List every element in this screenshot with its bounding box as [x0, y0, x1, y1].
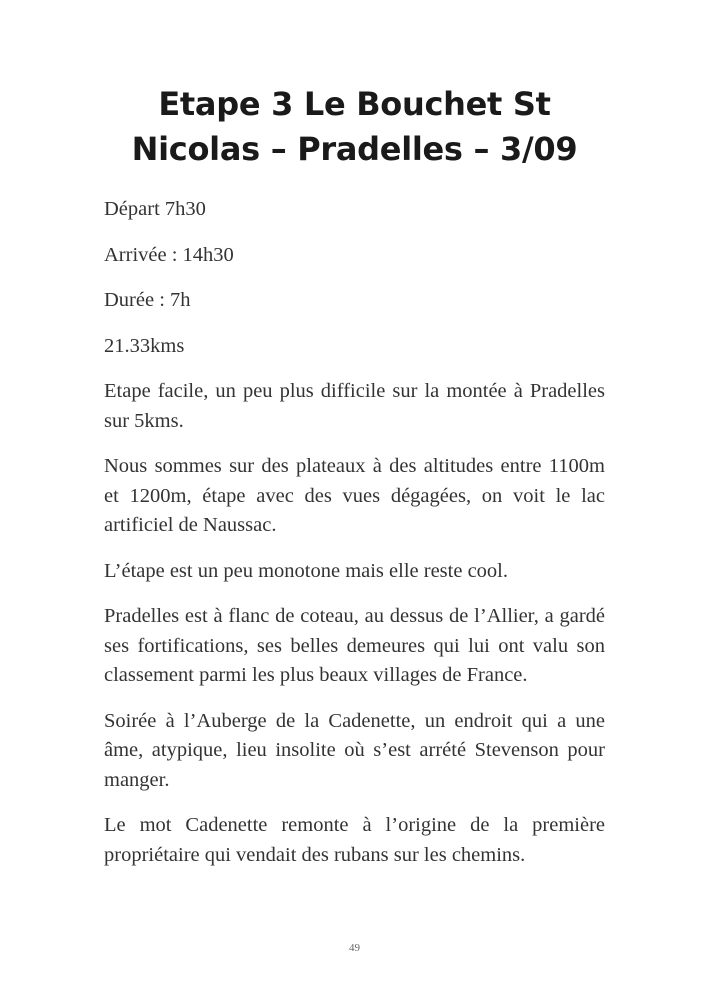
paragraph-cadenette: Le mot Cadenette remonte à l’origine de la première propriétaire qui vendait des rubans sur les chemins.	[104, 814, 605, 866]
page-title: Etape 3 Le Bouchet St Nicolas – Pradelles – 3/09	[131, 85, 578, 168]
distance: 21.33kms	[104, 334, 185, 357]
paragraph-auberge: Soirée à l’Auberge de la Cadenette, un endroit qui a une âme, atypique, lieu insolite où s’est arrété Stevenson pour manger.	[104, 709, 605, 791]
body-text	[104, 195, 605, 886]
arrival-time: Arrivée : 14h30	[104, 243, 234, 266]
paragraph-plateaux: Nous sommes sur des plateaux à des altitudes entre 1100m et 1200m, étape avec des vues dégagées, on voit le lac artificiel de Naussac.	[104, 455, 605, 536]
page-number: 49	[349, 942, 360, 954]
duration: Durée : 7h	[104, 289, 191, 311]
paragraph-pradelles: Pradelles est à flanc de coteau, au dessus de l’Allier, a gardé ses fortifications, ses belles demeures qui lui ont valu son classement parmi les plus beaux villages de France.	[104, 605, 605, 686]
departure-time: Départ 7h30	[104, 198, 206, 220]
paragraph-difficulty: Etape facile, un peu plus difficile sur la montée à Pradelles sur 5kms.	[104, 380, 605, 432]
paragraph-monotone: L’étape est un peu monotone mais elle reste cool.	[104, 559, 508, 582]
